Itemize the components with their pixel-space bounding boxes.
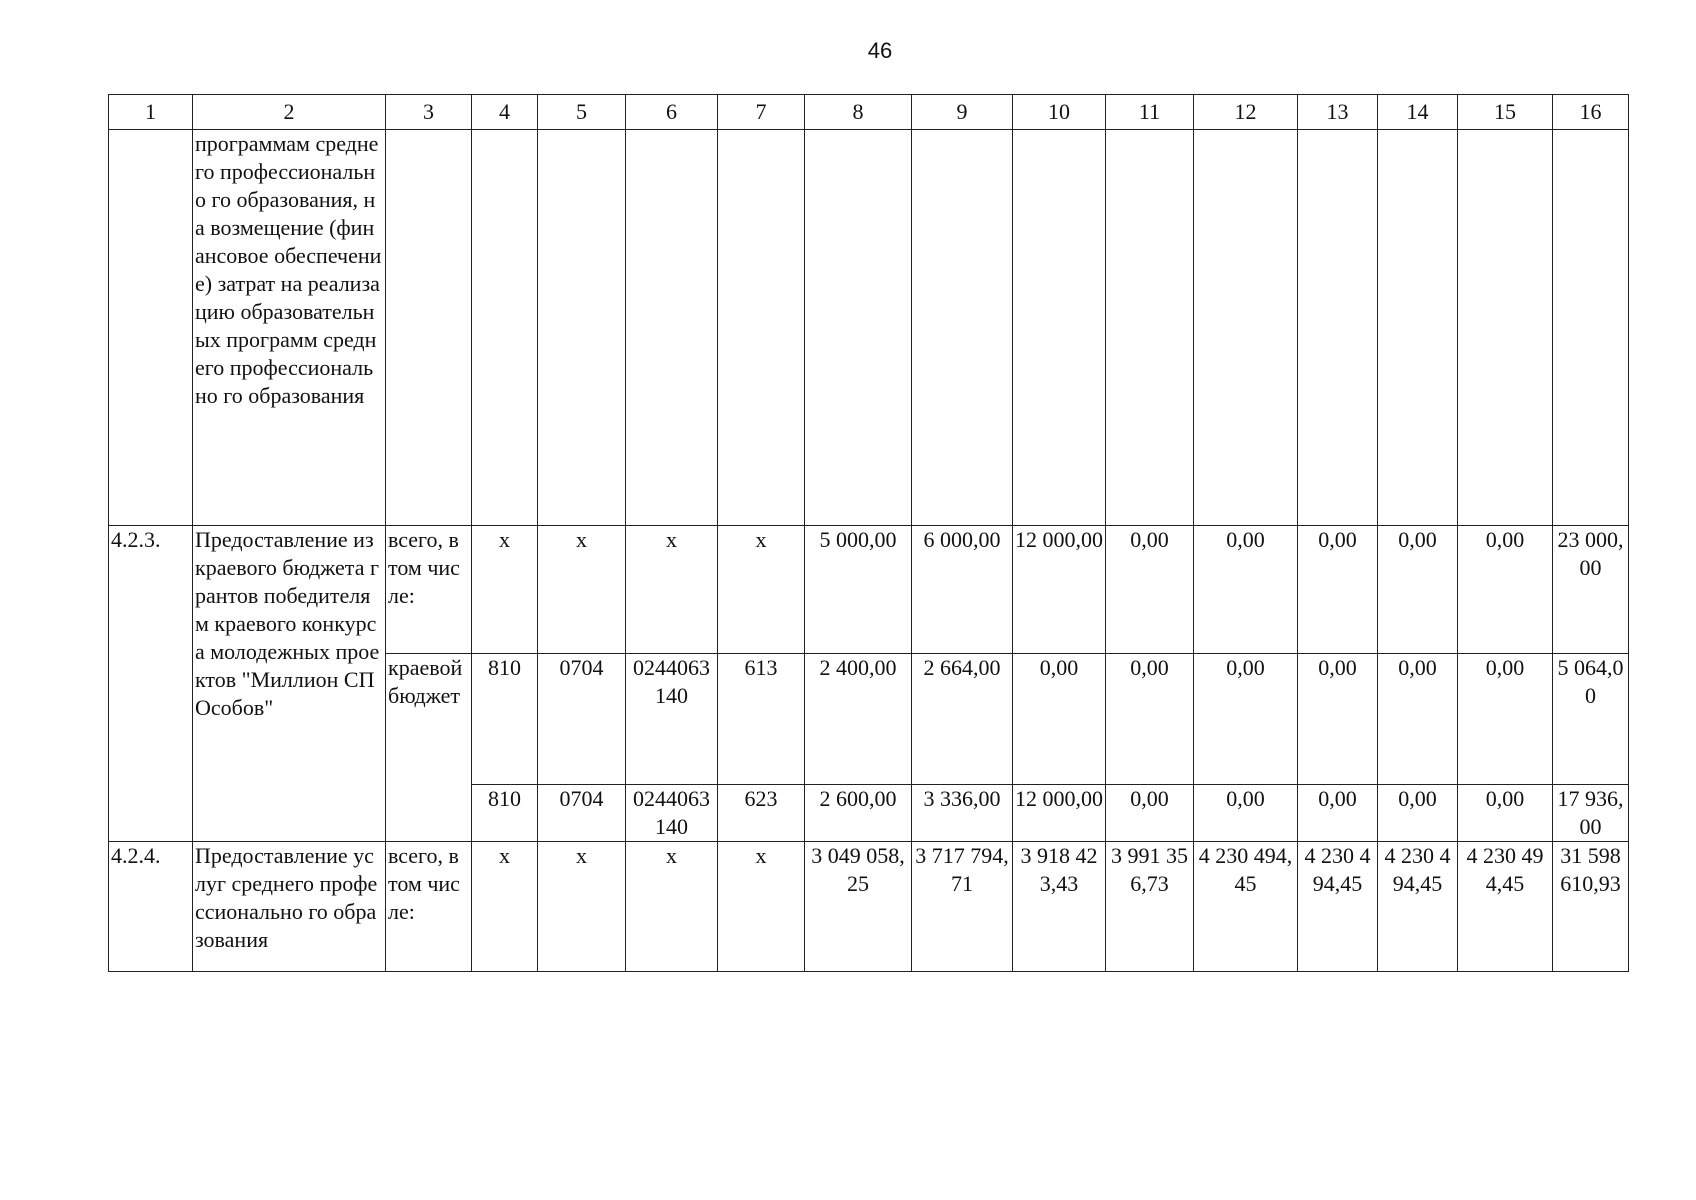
cell-c10: 3 918 423,43 — [1013, 842, 1106, 972]
column-header: 12 — [1194, 95, 1298, 130]
cell-source: краевой бюджет — [386, 654, 472, 842]
cell-c5: х — [538, 526, 626, 654]
cell-c5: х — [538, 842, 626, 972]
cell-c4: х — [472, 526, 538, 654]
cell-c8: 3 049 058,25 — [805, 842, 912, 972]
column-header: 5 — [538, 95, 626, 130]
column-header: 8 — [805, 95, 912, 130]
cell-c9: 3 336,00 — [912, 785, 1013, 842]
cell-c10: 12 000,00 — [1013, 526, 1106, 654]
cell-c8: 5 000,00 — [805, 526, 912, 654]
cell-c4: х — [472, 842, 538, 972]
budget-table — [108, 94, 1629, 972]
column-header: 11 — [1106, 95, 1194, 130]
cell-c16: 23 000,00 — [1553, 526, 1629, 654]
column-header: 3 — [386, 95, 472, 130]
cell-c12: 0,00 — [1194, 654, 1298, 785]
cell-c5: 0704 — [538, 785, 626, 842]
cell-c14: 0,00 — [1378, 526, 1458, 654]
cell-c7: 613 — [718, 654, 805, 785]
cell-c15: 0,00 — [1458, 654, 1553, 785]
cell-source: всего, в том числе: — [386, 526, 472, 654]
cell-c15: 4 230 494,45 — [1458, 842, 1553, 972]
cell-name: программам среднего профессионально го образования, на возмещение (финансовое обеспечение) затрат на реализацию образовательных программ среднего профессионально го образования — [193, 130, 386, 526]
cell-c4: 810 — [472, 785, 538, 842]
cell-c11: 3 991 356,73 — [1106, 842, 1194, 972]
column-header: 15 — [1458, 95, 1553, 130]
column-header: 4 — [472, 95, 538, 130]
column-header: 13 — [1298, 95, 1378, 130]
table-row-continuation — [109, 130, 1629, 526]
cell-num — [109, 130, 193, 526]
cell-c13: 0,00 — [1298, 526, 1378, 654]
cell-name: Предоставление услуг среднего профессионально го образования — [193, 842, 386, 972]
cell-c12: 4 230 494,45 — [1194, 842, 1298, 972]
cell-c16: 31 598 610,93 — [1553, 842, 1629, 972]
cell-c11: 0,00 — [1106, 785, 1194, 842]
column-header: 7 — [718, 95, 805, 130]
cell-c11: 0,00 — [1106, 526, 1194, 654]
cell-c8: 2 600,00 — [805, 785, 912, 842]
cell-c10: 12 000,00 — [1013, 785, 1106, 842]
table-row-4-2-4 — [109, 842, 1629, 972]
column-header: 2 — [193, 95, 386, 130]
column-header: 16 — [1553, 95, 1629, 130]
cell-c7: 623 — [718, 785, 805, 842]
cell-c16: 17 936,00 — [1553, 785, 1629, 842]
cell-c9: 2 664,00 — [912, 654, 1013, 785]
cell-c7: х — [718, 842, 805, 972]
table-row-4-2-3-total — [109, 526, 1629, 654]
cell-num: 4.2.4. — [109, 842, 193, 972]
cell-c6: 0244063140 — [626, 654, 718, 785]
cell-c9: 3 717 794,71 — [912, 842, 1013, 972]
cell-c8: 2 400,00 — [805, 654, 912, 785]
cell-c14: 4 230 494,45 — [1378, 842, 1458, 972]
header-row — [109, 95, 1629, 130]
cell-c6: 0244063140 — [626, 785, 718, 842]
cell-c10: 0,00 — [1013, 654, 1106, 785]
column-header: 1 — [109, 95, 193, 130]
page-number: 46 — [867, 38, 893, 63]
cell-c15: 0,00 — [1458, 785, 1553, 842]
column-header: 10 — [1013, 95, 1106, 130]
cell-c15: 0,00 — [1458, 526, 1553, 654]
cell-c7: х — [718, 526, 805, 654]
cell-c13: 0,00 — [1298, 654, 1378, 785]
cell-c12: 0,00 — [1194, 785, 1298, 842]
cell-c16: 5 064,00 — [1553, 654, 1629, 785]
cell-c6: х — [626, 842, 718, 972]
cell-name: Предоставление из краевого бюджета грантов победителям краевого конкурса молодежных проектов "Миллион СПОсобов" — [193, 526, 386, 842]
cell-num: 4.2.3. — [109, 526, 193, 842]
cell-source: всего, в том числе: — [386, 842, 472, 972]
cell-c9: 6 000,00 — [912, 526, 1013, 654]
cell-c4: 810 — [472, 654, 538, 785]
cell-c14: 0,00 — [1378, 654, 1458, 785]
cell-c13: 4 230 494,45 — [1298, 842, 1378, 972]
column-header: 9 — [912, 95, 1013, 130]
cell-c5: 0704 — [538, 654, 626, 785]
cell-c6: х — [626, 526, 718, 654]
column-header: 6 — [626, 95, 718, 130]
column-header: 14 — [1378, 95, 1458, 130]
cell-c12: 0,00 — [1194, 526, 1298, 654]
cell-c14: 0,00 — [1378, 785, 1458, 842]
cell-c11: 0,00 — [1106, 654, 1194, 785]
cell-c13: 0,00 — [1298, 785, 1378, 842]
